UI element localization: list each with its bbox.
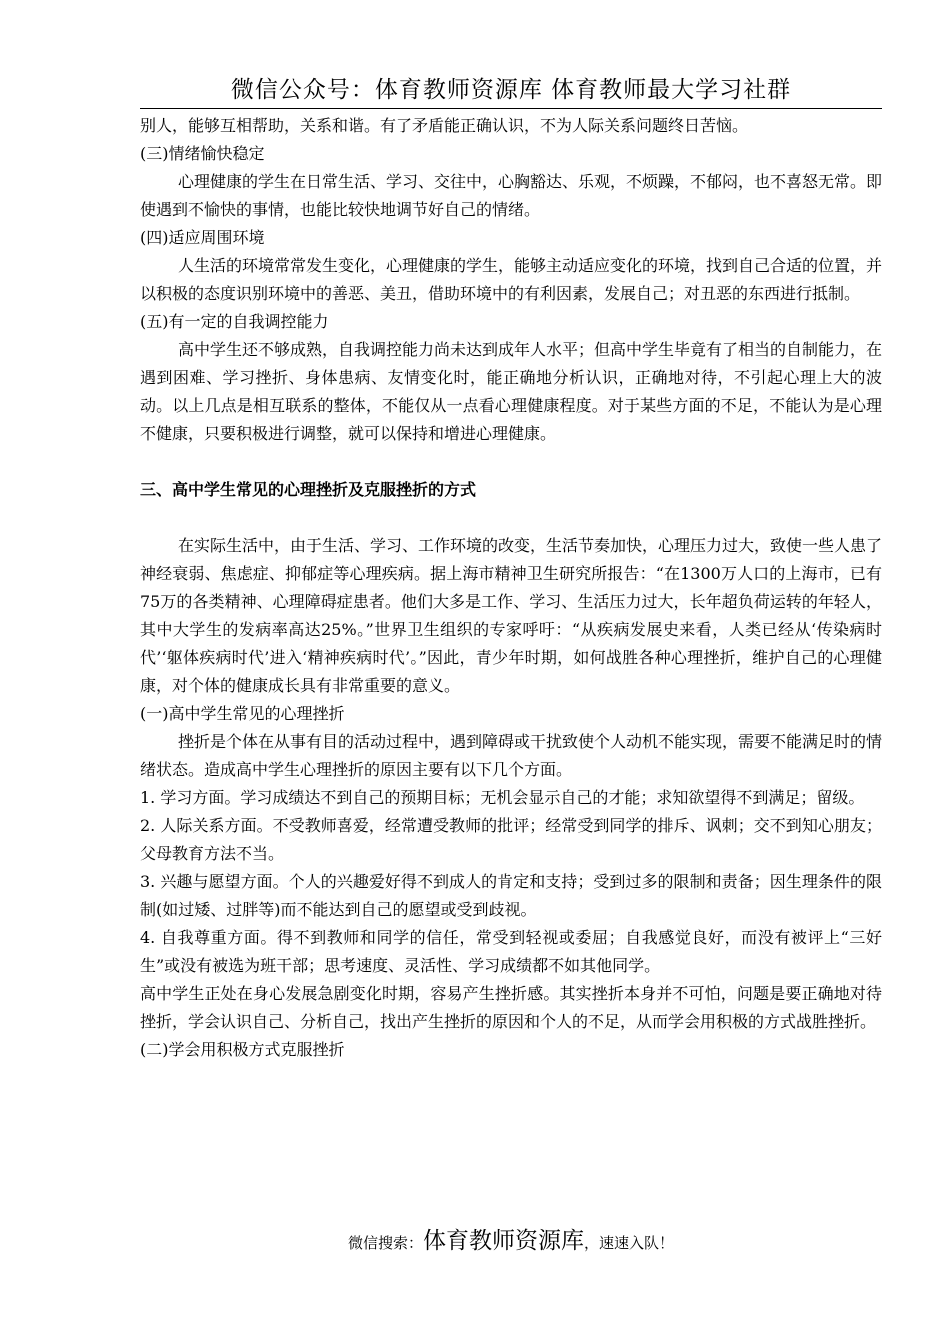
footer-account-name: 体育教师资源库	[423, 1228, 584, 1254]
list-item-self-esteem: 4. 自我尊重方面。得不到教师和同学的信任，常受到轻视或委屈；自我感觉良好，而没有被评上“三好生”或没有被选为班干部；思考速度、灵活性、学习成绩都不如其他同学。	[140, 928, 882, 975]
spacer	[140, 448, 882, 476]
paragraph-face-frustration: 高中学生正处在身心发展急剧变化时期，容易产生挫折感。其实挫折本身并不可怕，问题是要正确地对待挫折，学会认识自己、分析自己，找出产生挫折的原因和个人的不足，从而学会用积极的方式战胜挫折。	[140, 984, 882, 1031]
paragraph-interpersonal-end: 别人，能够互相帮助，关系和谐。有了矛盾能正确认识，不为人际关系问题终日苦恼。	[140, 116, 749, 135]
paragraph-mental-stress: 在实际生活中，由于生活、学习、工作环境的改变，生活节奏加快，心理压力过大，致使一些人患了神经衰弱、焦虑症、抑郁症等心理疾病。据上海市精神卫生研究所报告：“在1300万人口的上海市，已有75万的各类精神、心理障碍症患者。他们大多是工作、学习、生活压力过大，长年超负荷运转的年轻人，其中大学生的发病率高达25%。”世界卫生组织的专家呼吁：“从疾病发展史来看，人类已经从‘传染病时代’‘躯体疾病时代’进入‘精神疾病时代’。”因此，青少年时期，如何战胜各种心理挫折，维护自己的心理健康，对个体的健康成长具有非常重要的意义。	[140, 536, 883, 695]
spacer	[140, 504, 882, 532]
header-divider	[140, 108, 882, 109]
paragraph-emotion-stable: 心理健康的学生在日常生活、学习、交往中，心胸豁达、乐观，不烦躁，不郁闷，也不喜怒无常。即使遇到不愉快的事情，也能比较快地调节好自己的情绪。	[140, 172, 883, 219]
heading-overcome-frustration: (二)学会用积极方式克服挫折	[140, 1040, 345, 1059]
footer-prefix: 微信搜索：	[347, 1234, 423, 1252]
footer-suffix: ，速速入队！	[584, 1234, 675, 1252]
document-body	[140, 112, 882, 1064]
heading-common-frustrations: (一)高中学生常见的心理挫折	[140, 704, 345, 723]
paragraph-self-control: 高中学生还不够成熟，自我调控能力尚未达到成年人水平；但高中学生毕竟有了相当的自制能力，在遇到困难、学习挫折、身体患病、友情变化时，能正确地分析认识，正确地对待，不引起心理上大的波动。以上几点是相互联系的整体，不能仅从一点看心理健康程度。对于某些方面的不足，不能认为是心理不健康，只要积极进行调整，就可以保持和增进心理健康。	[140, 340, 883, 443]
heading-adapt-environment: (四)适应周围环境	[140, 228, 265, 247]
list-item-study: 1. 学习方面。学习成绩达不到自己的预期目标；无机会显示自己的才能；求知欲望得不到满足；留级。	[140, 788, 865, 807]
page-header: 微信公众号：体育教师资源库 体育教师最大学习社群	[230, 77, 792, 103]
list-item-relationships: 2. 人际关系方面。不受教师喜爱，经常遭受教师的批评；经常受到同学的排斥、讽刺；交不到知心朋友；父母教育方法不当。	[140, 816, 882, 863]
paragraph-adapt-environment: 人生活的环境常常发生变化，心理健康的学生，能够主动适应变化的环境，找到自己合适的位置，并以积极的态度识别环境中的善恶、美丑，借助环境中的有利因素，发展自己；对丑恶的东西进行抵制。	[140, 256, 883, 303]
heading-emotion-stable: (三)情绪愉快稳定	[140, 144, 265, 163]
section-title-frustration: 三、高中学生常见的心理挫折及克服挫折的方式	[140, 480, 477, 499]
heading-self-control: (五)有一定的自我调控能力	[140, 312, 329, 331]
page-footer	[140, 1222, 882, 1255]
list-item-interests: 3. 兴趣与愿望方面。个人的兴趣爱好得不到成人的肯定和支持；受到过多的限制和责备；因生理条件的限制(如过矮、过胖等)而不能达到自己的愿望或受到歧视。	[140, 872, 882, 919]
paragraph-frustration-definition: 挫折是个体在从事有目的活动过程中，遇到障碍或干扰致使个人动机不能实现，需要不能满足时的情绪状态。造成高中学生心理挫折的原因主要有以下几个方面。	[140, 732, 883, 779]
